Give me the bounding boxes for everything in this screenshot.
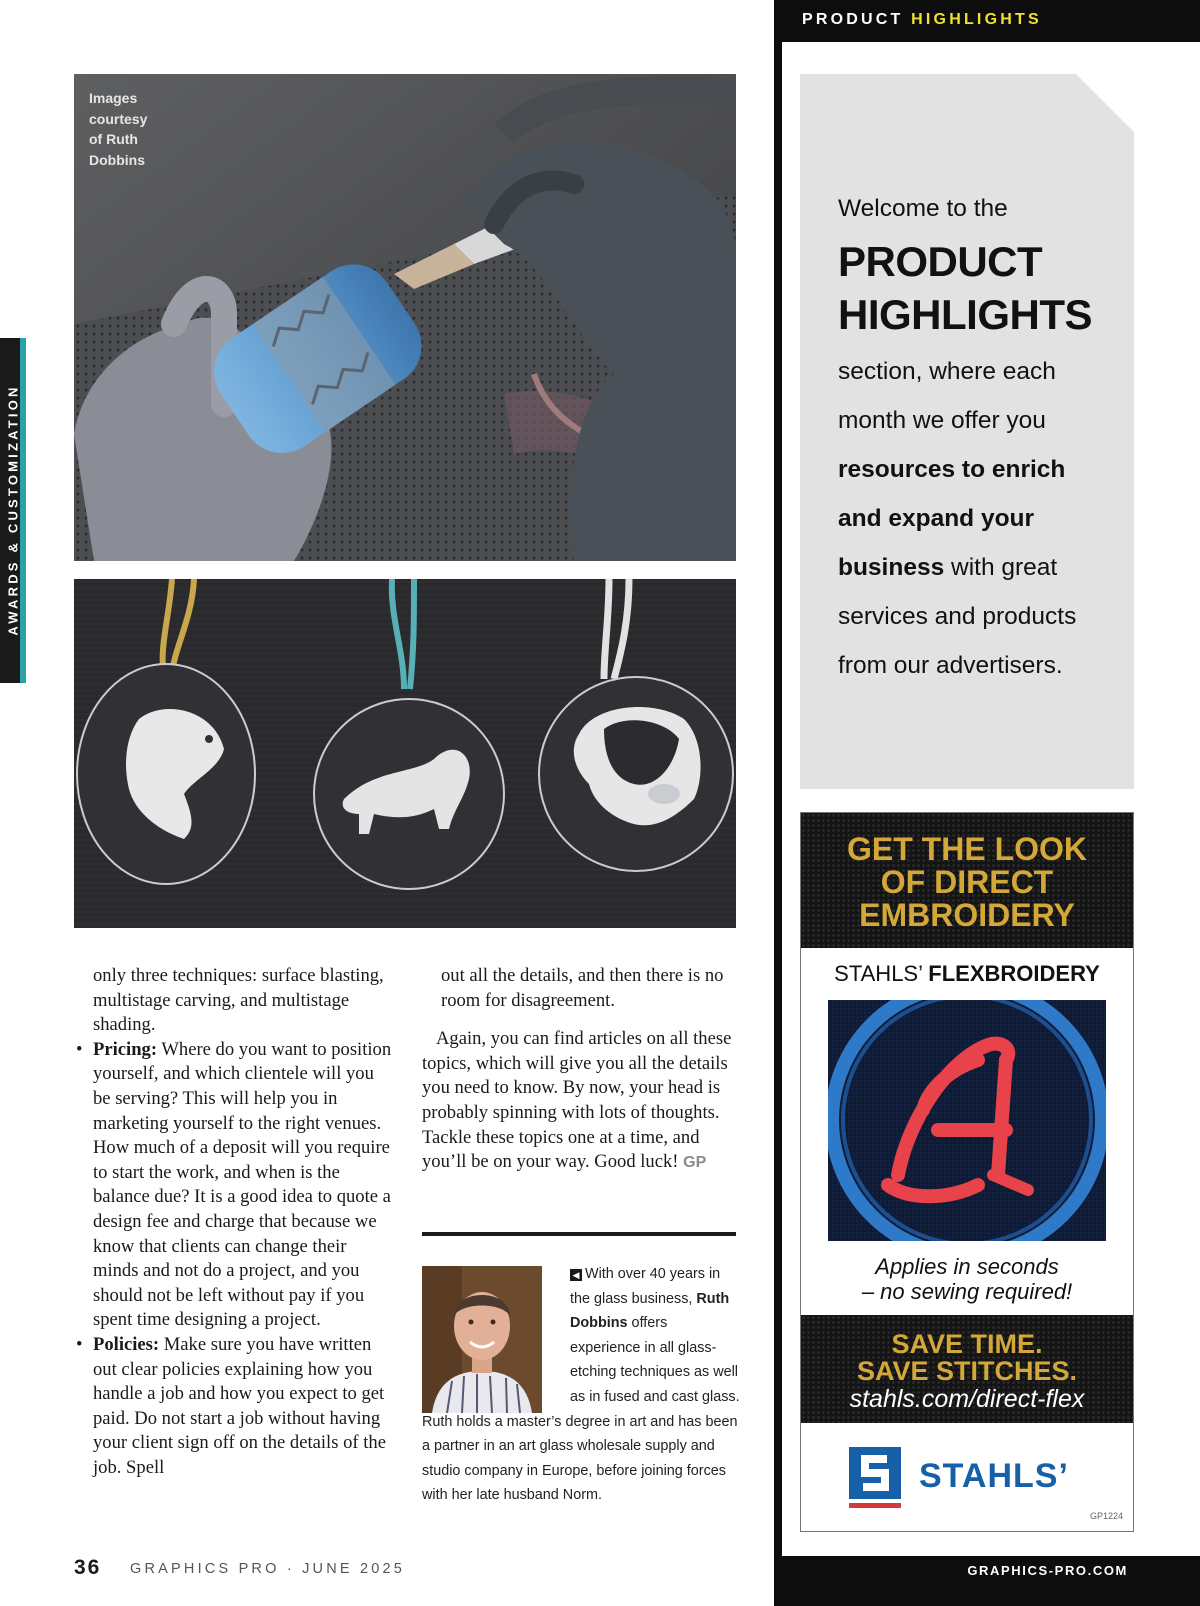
welcome-text [838,184,1128,690]
photo-credit [89,88,169,170]
ad-code: GP1224 [1089,1511,1123,1521]
welcome-line: services and products [838,603,1077,630]
logo-wordmark: STAHLS’ [919,1457,1069,1495]
bio-author-name: Ruth Dobbins [570,1290,730,1332]
sidebar-header [802,11,1042,29]
photo-credit-line: Dobbins [89,151,145,168]
sidebar-header-highlight: HIGHLIGHTS [911,11,1042,28]
article-paragraph: out all the details, and then there is no room for disagreement. [441,965,724,1011]
welcome-line: section, where each [838,358,1056,385]
welcome-line-bold: resources to enrich [838,456,1066,483]
ad-headline-line: EMBROIDERY [859,897,1075,933]
ad-slogan-line: SAVE TIME. [891,1329,1043,1359]
welcome-line-tail: with great [944,554,1058,581]
welcome-title [838,235,1128,341]
ad-url-link[interactable]: stahls.com/direct-flex [849,1385,1085,1413]
publication-line: GRAPHICS PRO · JUNE 2025 [130,1561,406,1577]
ad-slogan-line: SAVE STITCHES. [856,1356,1078,1386]
website-url[interactable]: GRAPHICS-PRO.COM [967,1563,1128,1578]
bullet-dot: • [76,1038,83,1060]
sidebar-header-prefix: PRODUCT [802,11,912,28]
section-tab-accent [20,338,26,683]
embroidered-patch-image [828,1000,1106,1241]
ad-headline [801,833,1133,932]
bio-text-after: offers experience in all glass-etching techniques as well as in fused and cast glass. Ruth holds a master’s degree in art and has been a partner in an art glass wholesale supply and studio company in Europe, before joining forces with her late husband Norm. [422,1315,740,1504]
end-mark: GP [683,1154,707,1172]
section-tab-label: AWARDS & CUSTOMIZATION [5,384,21,636]
article-column-2 [422,964,740,1176]
article-column-1 [74,964,394,1480]
welcome-line: month we offer you [838,407,1046,434]
ad-slogan [801,1331,1133,1385]
bio-divider [422,1232,736,1236]
policies-text: Make sure you have written out clear policies explaining how you handle a job and how you expect to get paid. Do not start a job without having your client sign off on the details of the job. Spell [93,1333,386,1478]
welcome-title-line: HIGHLIGHTS [838,291,1092,338]
article-paragraph: only three techniques: surface blasting, multistage carving, and multistage shading. [93,965,384,1036]
glass-ornaments-photo [74,579,736,928]
photo-credit-line: courtesy [89,110,148,127]
welcome-bold-word: business [838,554,945,581]
welcome-title-line: PRODUCT [838,238,1043,285]
bio-photo-spacer [422,1262,570,1409]
ad-header-band [801,813,1133,948]
ad-brand-prefix: STAHLS’ [834,961,929,986]
closing-text: Again, you can find articles on all these topics, which will give you all the details you need to know. By now, your head is probably spinning with lots of thoughts. Tackle these topics one at a time, and you’ll be on your way. Good luck! [422,1028,732,1173]
ad-tagline [801,1254,1133,1304]
page-number: 36 [74,1556,102,1579]
ad-headline-line: GET THE LOOK [847,831,1087,867]
policies-bullet [74,1333,394,1481]
ad-footer-band [801,1315,1133,1423]
pricing-label: Pricing: [93,1038,158,1060]
closing-paragraph [422,1027,740,1176]
bio-text-before: With over 40 years in the glass business, [570,1266,721,1307]
bio-arrow-icon: ◀ [570,1269,582,1281]
ad-tagline-line: Applies in seconds [875,1254,1059,1279]
ad-product-name [801,961,1133,987]
pricing-bullet [74,1038,394,1333]
photo-credit-line: of Ruth [89,131,138,147]
policies-label: Policies: [93,1333,160,1355]
welcome-line-bold: and expand your [838,505,1035,532]
pricing-text: Where do you want to position yourself, and which clientele will you be serving? This will help you in marketing yourself to the right venues. How much of a deposit will you require to start the work, and when is the balance due? It is a good idea to quote a design fee and charge that because we know that clients can change their minds and not do a project, and you should not be left without pay if you spent time designing a project. [93,1038,392,1331]
welcome-line: from our advertisers. [838,652,1063,679]
author-bio [422,1262,740,1508]
ad-tagline-line: – no sewing required! [861,1279,1073,1304]
stahls-advertisement[interactable] [800,812,1134,1532]
blasting-photo [74,74,736,561]
ad-headline-line: OF DIRECT [880,864,1054,900]
photo-credit-line: Images [89,90,138,106]
welcome-line: Welcome to the [838,195,1008,222]
bullet-dot: • [76,1333,83,1355]
welcome-line [838,543,1128,592]
ad-brand-product: FLEXBROIDERY [928,961,1100,986]
stahls-logo [849,1447,1089,1509]
